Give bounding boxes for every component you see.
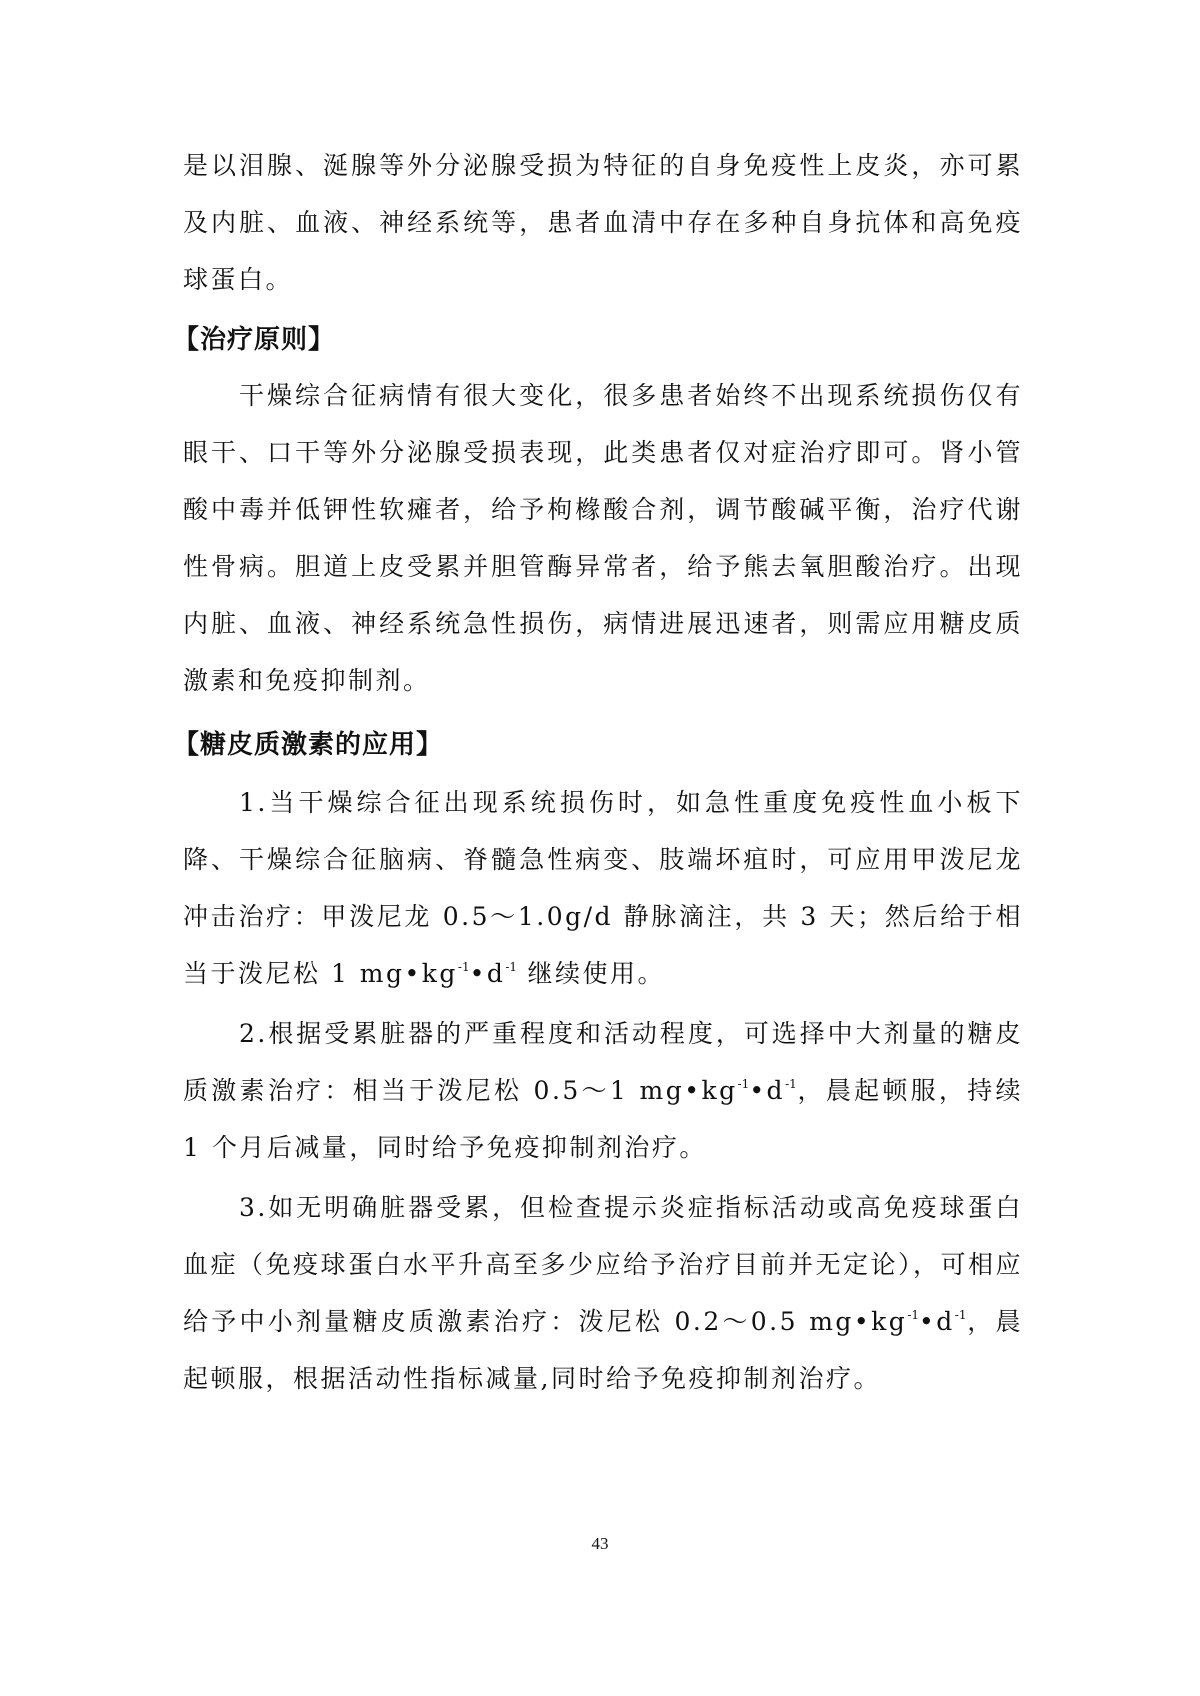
glucocorticoid-item-3	[183, 1179, 1023, 1407]
item-2-tail: ，晨起顿服，持续 1 个月后减量，同时给予免疫抑制剂治疗。	[183, 1076, 1023, 1162]
glucocorticoid-item-1	[183, 774, 1023, 1002]
item-2-unit: •d	[749, 1076, 786, 1105]
page-number: 43	[591, 1534, 609, 1553]
item-2-sup-2: -1	[785, 1077, 797, 1091]
item-2-sup-1: -1	[737, 1077, 750, 1091]
item-1-sup-2: -1	[505, 960, 518, 974]
heading-treatment-principles: 【治疗原则】	[173, 325, 336, 355]
item-1-sup-1: -1	[457, 960, 470, 974]
item-3-tail: ，晨起顿服，根据活动性指标减量,同时给予免疫抑制剂治疗。	[183, 1307, 1023, 1393]
intro-paragraph: 是以泪腺、涎腺等外分泌腺受损为特征的自身免疫性上皮炎，亦可累及内脏、血液、神经系统等，患者血清中存在多种自身抗体和高免疫球蛋白。	[183, 151, 1023, 294]
glucocorticoid-item-2	[183, 1005, 1023, 1176]
item-3-sup-1: -1	[907, 1308, 920, 1322]
item-2-text: 2.根据受累脏器的严重程度和活动程度，可选择中大剂量的糖皮质激素治疗：相当于泼尼松 0.5～1 mg•kg	[183, 1019, 1023, 1105]
treatment-principles-paragraph: 干燥综合征病情有很大变化，很多患者始终不出现系统损伤仅有眼干、口干等外分泌腺受损表现，此类患者仅对症治疗即可。肾小管酸中毒并低钾性软瘫者，给予枸橼酸合剂，调节酸碱平衡，治疗代谢性骨病。胆道上皮受累并胆管酶异常者，给予熊去氧胆酸治疗。出现内脏、血液、神经系统急性损伤，病情进展迅速者，则需应用糖皮质激素和免疫抑制剂。	[183, 381, 1023, 695]
item-3-sup-2: -1	[954, 1308, 967, 1322]
item-1-tail: 继续使用。	[517, 959, 666, 988]
heading-glucocorticoid-use: 【糖皮质激素的应用】	[173, 730, 444, 760]
item-3-unit: •d	[919, 1307, 955, 1336]
item-1-text: 1.当干燥综合征出现系统损伤时，如急性重度免疫性血小板下降、干燥综合征脑病、脊髓急性病变、肢端坏疽时，可应用甲泼尼龙冲击治疗：甲泼尼龙 0.5～1.0g/d 静脉滴注，共 3 天；然后给于相当于泼尼松 1 mg•kg	[183, 788, 1023, 988]
item-1-unit: •d	[469, 959, 506, 988]
item-3-text: 3.如无明确脏器受累，但检查提示炎症指标活动或高免疫球蛋白血症（免疫球蛋白水平升高至多少应给予治疗目前并无定论），可相应给予中小剂量糖皮质激素治疗：泼尼松 0.2～0.5 mg•kg	[183, 1193, 1024, 1336]
